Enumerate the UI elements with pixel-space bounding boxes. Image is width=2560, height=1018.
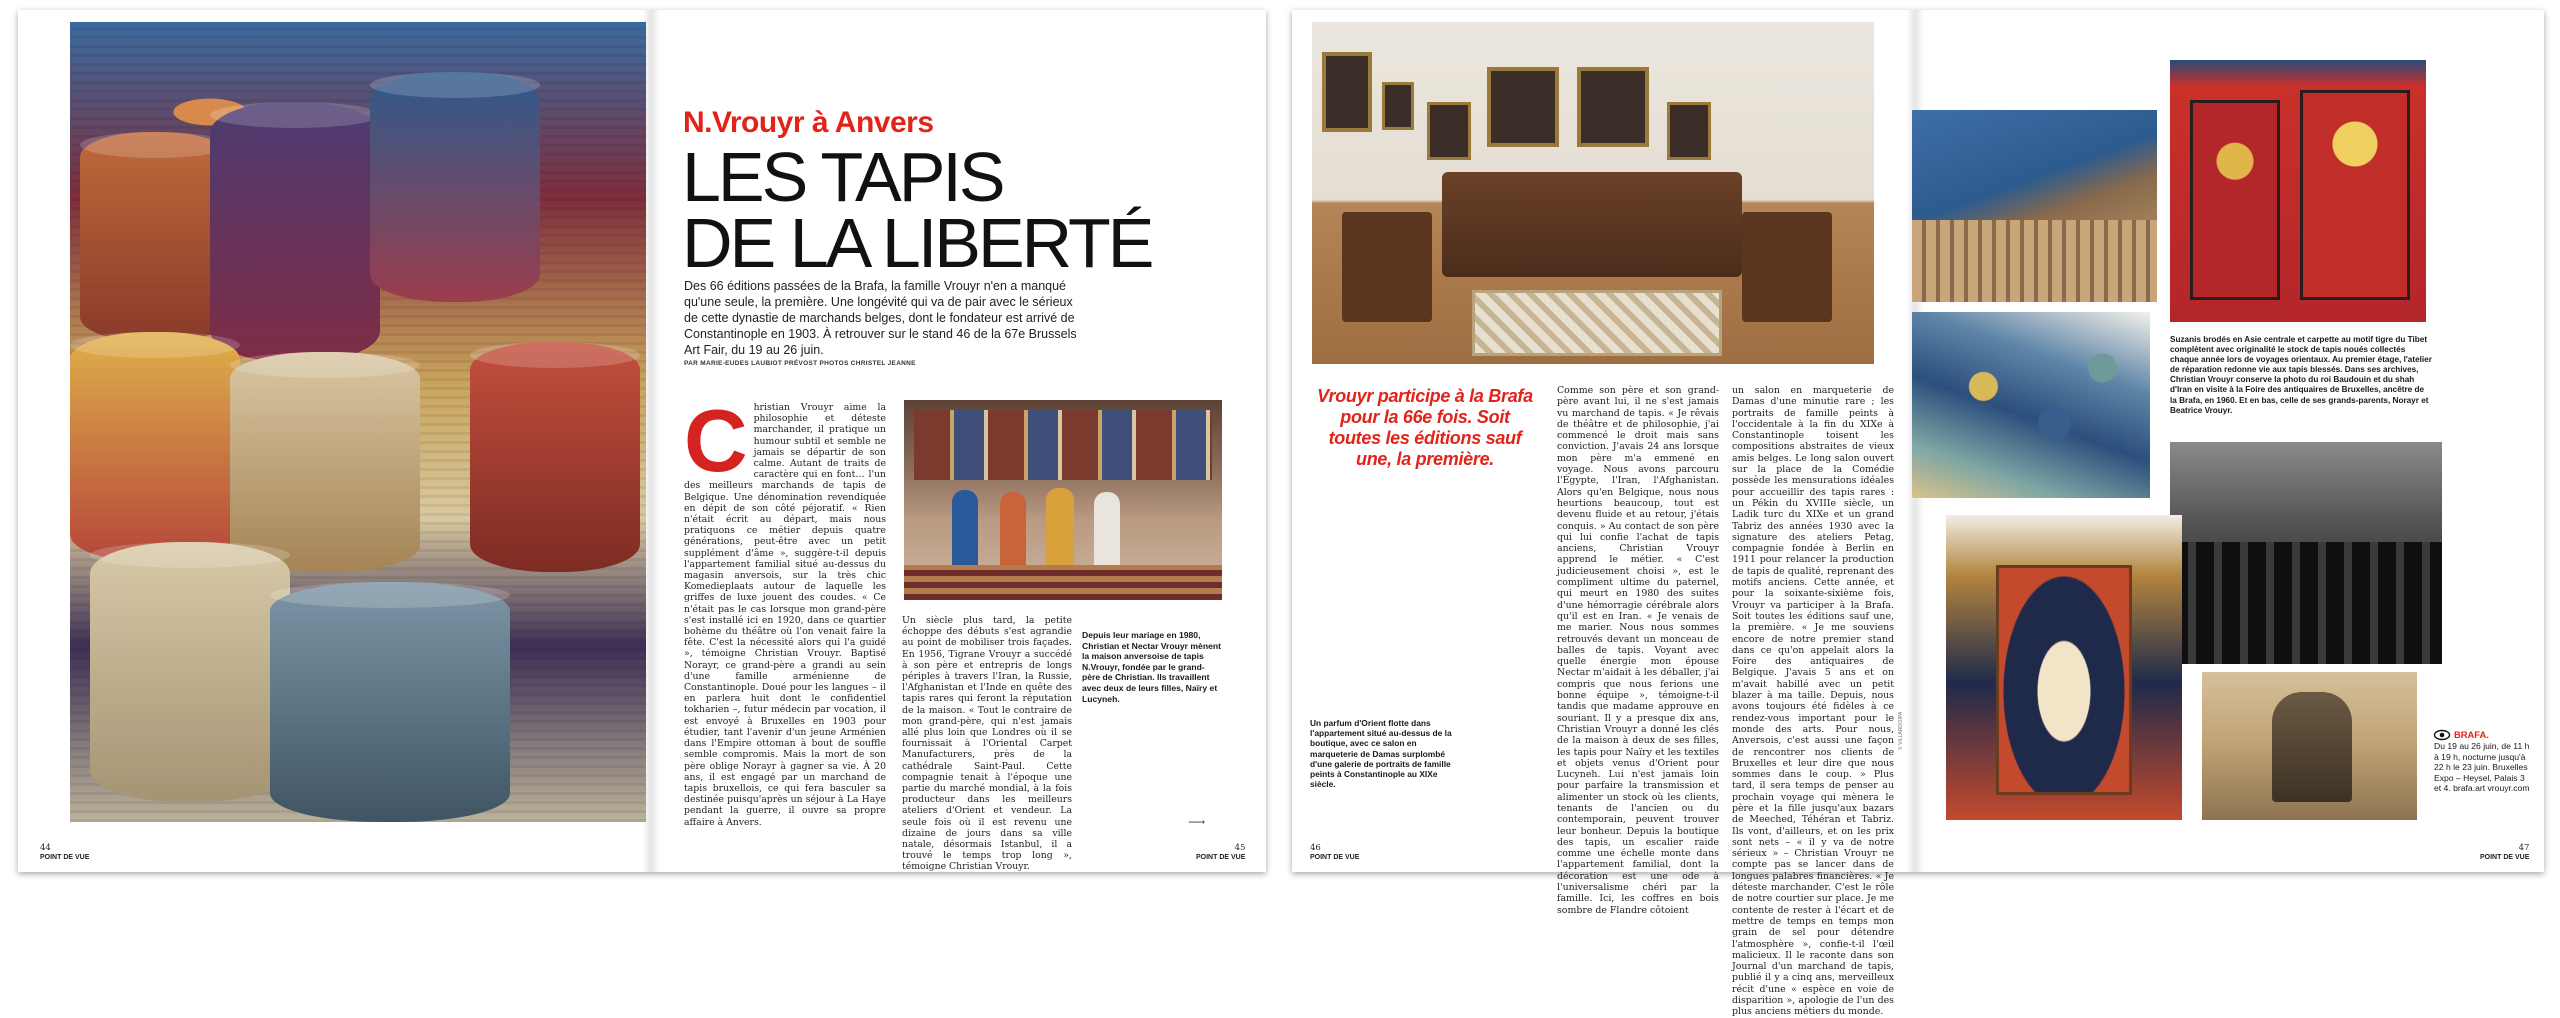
publication-name: POINT DE VUE: [1196, 854, 1246, 861]
photo-vrouyr-family-shop: [904, 400, 1222, 600]
page-number: 44: [40, 843, 51, 853]
continue-arrow-icon: ⟶: [1188, 815, 1206, 829]
photo-damascus-salon: [1312, 22, 1874, 364]
photo-rolled-rugs: [70, 22, 646, 822]
page-number: 47: [2518, 843, 2530, 853]
body-column-4: un salon en marqueterie de Damas d'une minutie rare ; les portraits de famille peints à l'occidentale à la fin du XIXe à Constantinople toisent les compositions abstraites de vieux amis belges. Le long salon ouvert sur la place de la Comédie possède les mensurations idéales pour accueillir des tapis rares : un Pékin du XVIIIe siècle, un Ladik turc du XIXe et un grand Tabriz des années 1930 avec la signature des ateliers Petag, compagnie fondée à Berlin en 1911 pour relancer la production de tapis de qualité, reprenant des motifs anciens. Cette année, et pour la soixante-sixième fois, Vrouyr va participer à la Brafa. Soit toutes les éditions sauf une, la première. « Je me souviens encore de notre premier stand dans ce qu'on appelait alors la Foire des antiquaires de Belgique. J'avais 5 ans et on m'avait habillé avec un petit blazer à ma taille. Depuis, nous avons toujours été fidèles à ce rendez-vous important pour le monde des arts. Pour nous, Anversois, c'est aussi une façon de rencontrer nos clients de Bruxelles et leur dire que nous sommes dans le coup. » Plus tard, il sera temps de penser au prochain voyage qui mènera le père et la fille jusqu'aux bazars de Meeched, Téhéran et Tabriz. Ils vont, d'ailleurs, et on les prix sont nets – « il y va de notre sérieux » – Christian Vrouyr ne compte pas se lancer dans de longues palabres financières. « Je déteste marchander. C'est le rôle de notre courtier sur place. Je me contente de rester à l'écart et de mettre de temps en temps mon grain de sel pour détendre l'atmosphère », confie-t-il l'œil malicieux. Il le raconte dans son Journal d'un marchand de tapis, publié il y a cinq ans, merveilleux récit d'une « espèce en voie de disparition », apologie de l'un des plus anciens métiers du monde.: [1732, 385, 1894, 1018]
article-kicker: N.Vrouyr à Anvers: [683, 106, 934, 139]
rug-roll: [270, 582, 510, 822]
marquetry-sofa: [1442, 172, 1742, 277]
spread-pages-46-47: [1292, 10, 2544, 1018]
crowd-figures: [2170, 542, 2442, 664]
publication-name: POINT DE VUE: [40, 854, 90, 861]
photo-suzani-hanging: [1946, 515, 2182, 820]
body-column-2: Un siècle plus tard, la petite échoppe des débuts s'est agrandie au point de mobiliser trois façades. En 1956, Tigrane Vrouyr a succédé à son père et entrepris de longs périples à travers l'Iran, la Russie, l'Afghanistan et l'Inde en quête des tapis rares qui feront la réputation de la maison. « Tout le contraire de mon grand-père, qui n'est jamais allé plus loin que Londres où il se fournissait à l'Oriental Carpet Manufacturers, près de la cathédrale Saint-Paul. Cette compagnie tenait à l'époque une partie du marché mondial, à la fois producteur dans les meilleurs ateliers d'Orient et vendeur. La seule fois où il est revenu une dizaine de jours dans sa ville natale, désormais Istanbul, il a trouvé le temps trop long », témoigne Christian Vrouyr.: [902, 615, 1072, 873]
portrait-frame: [1322, 52, 1372, 132]
caption-salon-photo: Un parfum d'Orient flotte dans l'appartement situé au-dessus de la boutique, avec ce salon en marqueterie de Damas surplombé d'une galerie de portraits de famille peints à Constantinople au XIXe siècle.: [1310, 718, 1452, 790]
yarn-balls: [1912, 312, 2150, 498]
rug-roll: [210, 102, 380, 362]
body-column-3: Comme son père et son grand-père avant lui, il ne s'est jamais vu marchand de tapis. « Je rêvais de théâtre et de philosophie, j'ai commencé le droit mais sans conviction. J'avais 24 ans lorsque mon père m'a emmené en voyage. Nous avons parcouru l'Égypte, l'Iran, l'Afghanistan. Alors qu'en Belgique, nous nous heurtions beaucoup, tout est devenu fluide et au retour, j'étais conquis. » Au contact de son père qui lui confie l'achat de tapis anciens, Christian Vrouyr apprend le métier. « C'est judicieusement choisi », est le compliment ultime du paternel, qui meurt en 1980 des suites d'une hémorragie cérébrale alors qu'il est en Iran. « Je venais de me marier. Nous nous sommes retrouvés devant un monceau de balles de tapis. Voyant avec quelle énergie mon épouse Nectar m'aidait à les déballer, j'ai compris que nous ferions une bonne équipe », témoigne-t-il tandis que madame approuve en souriant. Il y a presque dix ans, Christian Vrouyr a donné les clés de la maison à deux de ses filles, les tapis pour Naïry et les textiles et objets venus d'Orient pour Lucyneh. Lui n'est jamais loin pour parfaire la transmission et alimenter un stock où les clients, tenants de l'ancien ou du contemporain, peuvent trouver leur bonheur. Depuis la boutique des tapis, un escalier raide comme une échelle monte dans l'appartement familial, dont la décoration est une ode à l'universalisme chéri par la famille. Ici, les coffres en bois sombre de Flandre côtoient: [1557, 385, 1719, 916]
info-details: Du 19 au 26 juin, de 11 h à 19 h, nocturne jusqu'à 22 h le 23 juin. Bruxelles Expo – Heysel, Palais 3 et 4. brafa.art vrouyr.com: [2434, 741, 2530, 794]
caption-shop-photo: Depuis leur mariage en 1980, Christian et Nectar Vrouyr mènent la maison anversoise de tapis N.Vrouyr, fondée par le grand-père de Christian. Ils travaillent avec deux de leurs filles, Naïry et Lucyneh.: [1082, 630, 1221, 704]
portrait-figure: [2272, 692, 2352, 802]
rug-roll: [70, 332, 240, 562]
rug-roll: [80, 132, 230, 342]
rug-roll: [230, 352, 420, 572]
byline-credits: PAR MARIE-EUDES LAUBIOT PRÉVOST PHOTOS CHRISTEL JEANNE: [684, 360, 916, 367]
photo-archive-royal-visit: [2170, 442, 2442, 664]
hanging-rug: [2300, 90, 2410, 300]
hanging-rug: [2190, 100, 2280, 300]
page-number: 46: [1310, 843, 1321, 853]
rug-roll: [370, 72, 540, 302]
person-figure: [952, 490, 978, 570]
person-figure: [1046, 488, 1074, 570]
portrait-frame: [1577, 67, 1649, 147]
publication-name: POINT DE VUE: [1310, 854, 1360, 861]
photo-grandparents-portrait: [2202, 672, 2417, 820]
embroidered-textile: [1996, 565, 2132, 795]
article-lede: Des 66 éditions passées de la Brafa, la famille Vrouyr n'en a manqué qu'une seule, la première. Une longévité qui va de pair avec le sérieux de cette dynastie de marchands belges, dont le fondateur est arrivé de Constantinople en 1903. À retrouver sur le stand 46 de la 67e Brussels Art Fair, du 19 au 26 juin.: [684, 279, 1077, 357]
photo-wool-skeins: [1912, 312, 2150, 498]
marquetry-chair: [1742, 212, 1832, 322]
page-number: 45: [1234, 843, 1246, 853]
folio-right: [1196, 844, 1245, 862]
marquetry-chair: [1342, 212, 1432, 322]
folio-right: [2480, 844, 2529, 862]
salon-rug: [1472, 290, 1722, 356]
wall-rugs: [914, 410, 1212, 480]
headline-line-1: LES TAPIS: [682, 138, 1003, 216]
photo-credit: © VILLARD/SIPA: [1898, 711, 1904, 750]
portrait-frame: [1427, 102, 1471, 160]
person-figure: [1000, 492, 1026, 570]
info-title-text: BRAFA.: [2454, 729, 2489, 740]
eye-icon: [2434, 730, 2450, 740]
rug-roll: [90, 542, 290, 802]
folio-left: [40, 844, 89, 862]
body-column-1: [684, 391, 886, 828]
portrait-frame: [1487, 67, 1559, 147]
rug-stack: [904, 565, 1222, 600]
headline-line-2: DE LA LIBERTÉ: [682, 204, 1152, 282]
person-figure: [1094, 492, 1120, 570]
info-title: [2434, 730, 2534, 740]
drop-cap: C: [684, 391, 748, 490]
portrait-frame: [1382, 82, 1414, 130]
article-headline: [682, 138, 1242, 282]
photo-tibetan-tiger-rugs: [2170, 60, 2426, 322]
spread-pages-44-45: [18, 10, 1266, 872]
rug-detail: [1912, 220, 2157, 302]
portrait-frame: [1667, 102, 1711, 160]
caption-tibet-photo: Suzanis brodés en Asie centrale et carpette au motif tigre du Tibet complètent avec originalité le stock de tapis noués collectés chaque année lors de voyages orientaux. Au premier étage, l'atelier de réparation redonne vie aux tapis blessés. Dans ses archives, Christian Vrouyr conserve la photo du roi Baudouin et du shah d'Iran en visite à la Foire des antiquaires de Bruxelles, ancêtre de la Brafa, en 1960. Et en bas, celle de ses grands-parents, Norayr et Beatrice Vrouyr.: [2170, 335, 2432, 415]
folio-left: [1310, 844, 1359, 862]
body-column-1-text: hristian Vrouyr aime la philosophie et déteste marchander, il pratique un humour subtil et semble ne jamais se départir de son calme. Autant de traits de caractère qui en font… l'un des meilleurs marchands de tapis de Belgique. Une dénomination revendiquée en dépit de son côté péjoratif. « Rien n'était écrit au départ, mais nous pratiquons ce métier depuis quatre générations, peut-être avec un petit supplément d'âme », suggère-t-il depuis l'appartement familial situé au-dessus du magasin anversois, sur la très chic Komedieplaats autour de laquelle les griffes de luxe jouent des coudes. « Ce n'était pas le cas lorsque mon grand-père s'est installé ici en 1920, dans ce quartier bohème du théâtre où l'on venait faire la fête. C'est la nécessité alors qui l'a guidé », témoigne Christian Vrouyr. Baptisé Norayr, ce grand-père a grandi au sein d'une famille arménienne de Constantinople. Doué pour les langues – il en parlera huit dont le confidentiel tokharien –, futur médecin par vocation, il est envoyé à Bruxelles en 1903 pour étudier, tant l'avenir d'un jeune Arménien dans l'Empire ottoman à bout de souffle semble compromis. Mais la mort de son père oblige Norayr à gagner sa vie. À 20 ans, il est engagé par un marchand de tapis bruxellois, ce qui fera basculer sa destinée puisqu'après un séjour à La Haye pendant la guerre, il ouvre sa propre affaire à Anvers.: [684, 402, 886, 828]
rug-roll: [470, 342, 640, 572]
pull-quote: Vrouyr participe à la Brafa pour la 66e fois. Soit toutes les éditions sauf une, la première.: [1317, 386, 1533, 469]
photo-rug-repair-hands: [1912, 110, 2157, 302]
event-info-box: [2434, 730, 2534, 793]
publication-name: POINT DE VUE: [2480, 854, 2530, 861]
